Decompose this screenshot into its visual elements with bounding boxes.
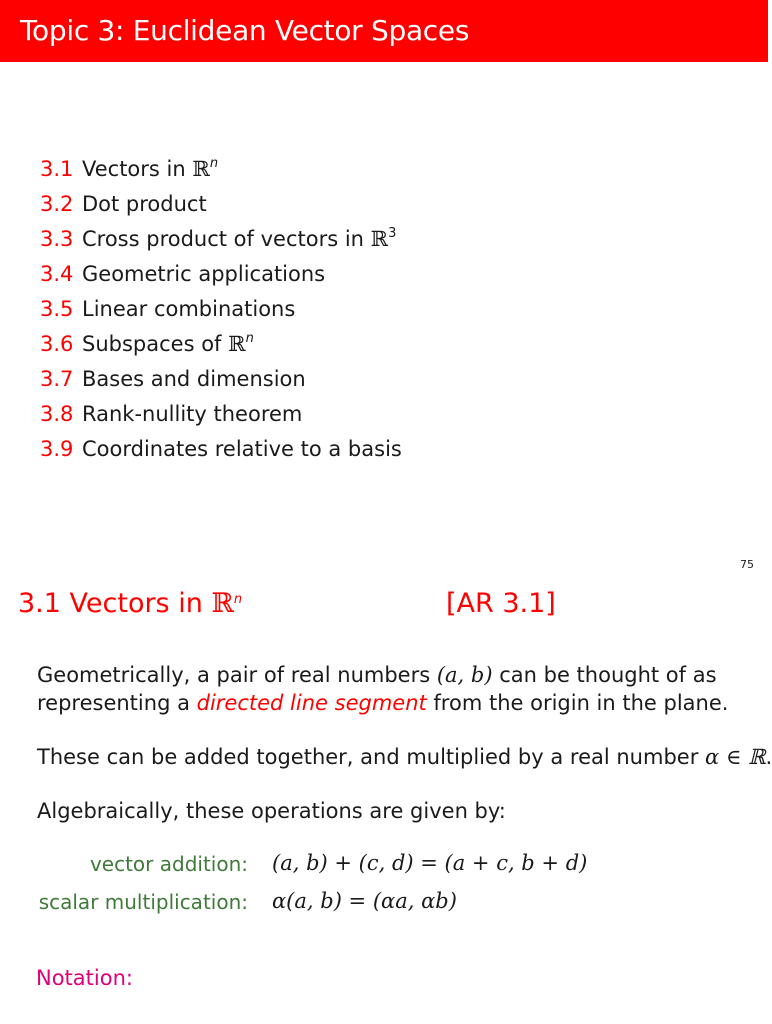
toc-number: 3.9 (40, 437, 74, 461)
toc-item-3-5 (40, 292, 402, 327)
toc-text: Rank-nullity theorem (82, 402, 303, 426)
toc-number: 3.1 (40, 157, 74, 181)
vector-addition-label: vector addition: (89, 852, 248, 876)
toc-item-3-1 (40, 152, 402, 187)
text: . (765, 745, 772, 769)
toc-number: 3.2 (40, 192, 74, 216)
toc-text: Subspaces of (82, 332, 229, 356)
toc-superscript: n (209, 156, 219, 171)
toc-text: Dot product (82, 192, 207, 216)
slide-title: Topic 3: Euclidean Vector Spaces (20, 14, 470, 47)
title-bar (0, 0, 768, 62)
toc-number: 3.6 (40, 332, 74, 356)
notation-heading: Notation: (36, 966, 133, 990)
section-title-text: 3.1 Vectors in (18, 588, 212, 619)
toc-text: Cross product of vectors in (82, 227, 371, 251)
topic-contents-list (40, 152, 402, 467)
toc-text: Vectors in (82, 157, 193, 181)
scalar-multiplication-label: scalar multiplication: (38, 890, 248, 914)
toc-math: ℝ (228, 332, 246, 356)
section-title (18, 588, 242, 619)
toc-text: Coordinates relative to a basis (82, 437, 402, 461)
scalar-multiplication-formula: α(a, b) = (αa, αb) (272, 889, 457, 913)
toc-item-3-7 (40, 362, 402, 397)
toc-number: 3.5 (40, 297, 74, 321)
text: can be thought of as (492, 663, 717, 687)
section-reference: [AR 3.1] (446, 588, 556, 619)
paragraph-operations-intro (37, 742, 772, 772)
toc-math: ℝ (192, 157, 210, 181)
toc-text: Bases and dimension (82, 367, 306, 391)
page-number: 75 (740, 558, 754, 571)
toc-number: 3.8 (40, 402, 74, 426)
toc-text: Geometric applications (82, 262, 326, 286)
section-title-superscript: n (233, 592, 243, 607)
emphasis-term: directed line segment (196, 691, 427, 715)
math-alpha: α ∈ ℝ (705, 745, 766, 769)
text: These can be added together, and multiplied by a real number (37, 745, 706, 769)
toc-superscript: 3 (388, 226, 397, 241)
toc-item-3-3 (40, 222, 402, 257)
toc-item-3-2 (40, 187, 402, 222)
text: from the origin in the plane. (426, 691, 729, 715)
toc-item-3-9 (40, 432, 402, 467)
paragraph-geometric-line2 (37, 688, 728, 718)
toc-number: 3.3 (40, 227, 74, 251)
text: Geometrically, a pair of real numbers (37, 663, 437, 687)
toc-item-3-8 (40, 397, 402, 432)
toc-item-3-6 (40, 327, 402, 362)
toc-number: 3.4 (40, 262, 74, 286)
text: representing a (37, 691, 197, 715)
math-pair: (a, b) (436, 663, 493, 687)
toc-item-3-4 (40, 257, 402, 292)
toc-number: 3.7 (40, 367, 74, 391)
toc-superscript: n (245, 331, 254, 346)
toc-math: ℝ (370, 227, 389, 251)
section-title-math: ℝ (211, 588, 234, 619)
vector-addition-formula: (a, b) + (c, d) = (a + c, b + d) (272, 851, 588, 875)
paragraph-geometric-line1 (37, 660, 717, 690)
paragraph-algebraic: Algebraically, these operations are given by: (37, 799, 506, 823)
toc-text: Linear combinations (82, 297, 296, 321)
slide-topic-overview (0, 0, 768, 512)
